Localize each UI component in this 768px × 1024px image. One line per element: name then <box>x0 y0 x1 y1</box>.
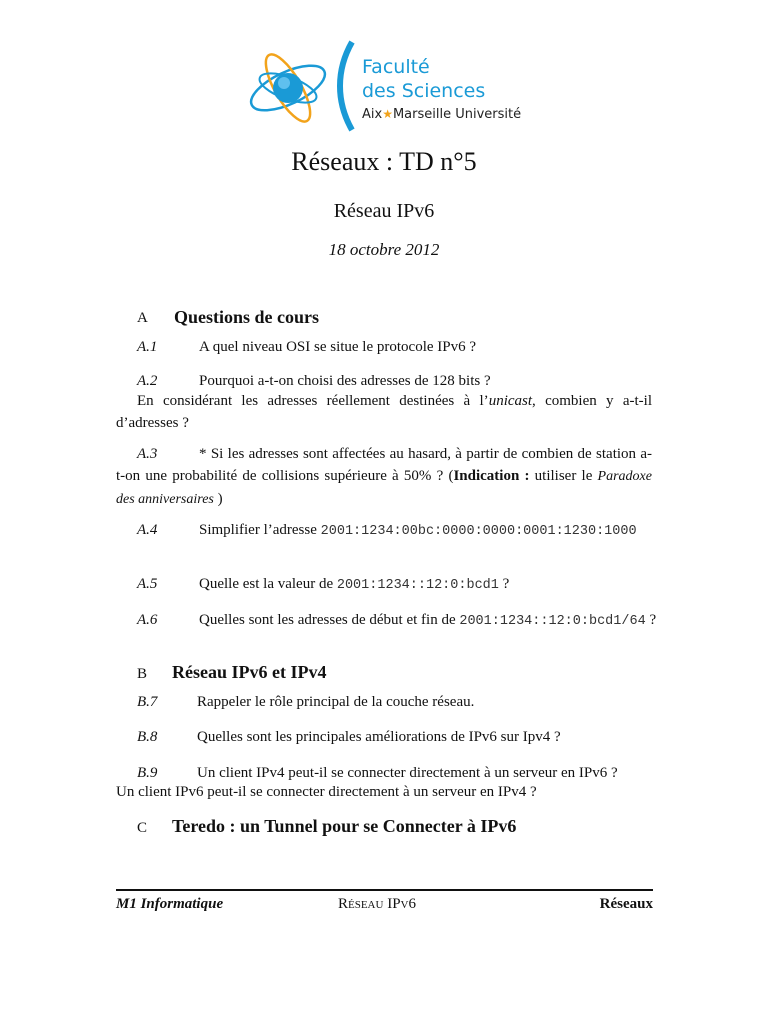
section-c-title: Teredo : un Tunnel pour se Connecter à IPv6 <box>172 816 517 836</box>
question-text: Simplifier l’adresse 2001:1234:00bc:0000:0000:0001:1230:1000 <box>199 522 637 539</box>
section-b-title: Réseau IPv6 et IPv4 <box>172 662 327 682</box>
question-text: Un client IPv4 peut-il se connecter directement à un serveur en IPv6 ? <box>197 765 618 781</box>
logo-line-faculte: Faculté <box>362 56 430 78</box>
question-number: A.6 <box>137 612 158 628</box>
question-number: B.9 <box>137 765 158 781</box>
question-number: A.2 <box>137 373 158 389</box>
ipv6-address-code: 2001:1234::12:0:bcd1 <box>336 578 499 593</box>
question-continuation: Un client IPv6 peut-il se connecter directement à un serveur en IPv4 ? <box>116 784 537 800</box>
question-number: A.5 <box>137 576 158 592</box>
footer-left: M1 Informatique <box>116 896 224 912</box>
section-a-title: Questions de cours <box>174 307 320 327</box>
footer-right: Réseaux <box>599 896 653 912</box>
question-text: Pourquoi a-t-on choisi des adresses de 128 bits ? <box>199 373 491 389</box>
question-number: A.3 <box>137 446 158 462</box>
question-text: Quelles sont les adresses de début et fin de 2001:1234::12:0:bcd1/64 ? <box>199 612 657 629</box>
document-title: Réseaux : TD n°5 <box>291 147 477 176</box>
question-number: B.8 <box>137 729 158 745</box>
section-c-letter: C <box>137 820 148 836</box>
question-number: B.7 <box>137 694 158 710</box>
footer-center: Réseau IPv6 <box>338 896 416 912</box>
document-subtitle: Réseau IPv6 <box>333 200 435 222</box>
question-text: Quelles sont les principales améliorations de IPv6 sur Ipv4 ? <box>197 729 561 745</box>
logo-line-sciences: des Sciences <box>362 80 486 102</box>
question-number: A.4 <box>137 522 158 538</box>
question-text: * Si les adresses sont affectées au hasard, à partir de combien de station a-t-on une probabilité de collisions supérieure à 50% ? (Indication : utiliser le Paradoxe des anniversaires ) <box>116 446 652 507</box>
ipv6-address-code: 2001:1234:00bc:0000:0000:0001:1230:1000 <box>320 524 637 539</box>
question-continuation: En considérant les adresses réellement destinées à l’unicast, combien y a-t-il d’adresses ? <box>116 393 652 431</box>
footer-rule <box>116 889 653 891</box>
document-date: 18 octobre 2012 <box>328 240 440 259</box>
ipv6-address-code: 2001:1234::12:0:bcd1/64 <box>459 614 646 629</box>
question-text: Quelle est la valeur de 2001:1234::12:0:bcd1 ? <box>199 576 510 593</box>
question-number: A.1 <box>137 339 158 355</box>
faculty-logo-icon <box>244 40 360 132</box>
logo-line-university: Aix★Marseille Université <box>362 107 522 122</box>
section-b-letter: B <box>137 666 148 682</box>
question-text: A quel niveau OSI se situe le protocole IPv6 ? <box>199 339 477 355</box>
question-text: Rappeler le rôle principal de la couche réseau. <box>197 694 475 710</box>
section-a-letter: A <box>137 310 148 326</box>
star-icon: ★ <box>382 107 393 121</box>
